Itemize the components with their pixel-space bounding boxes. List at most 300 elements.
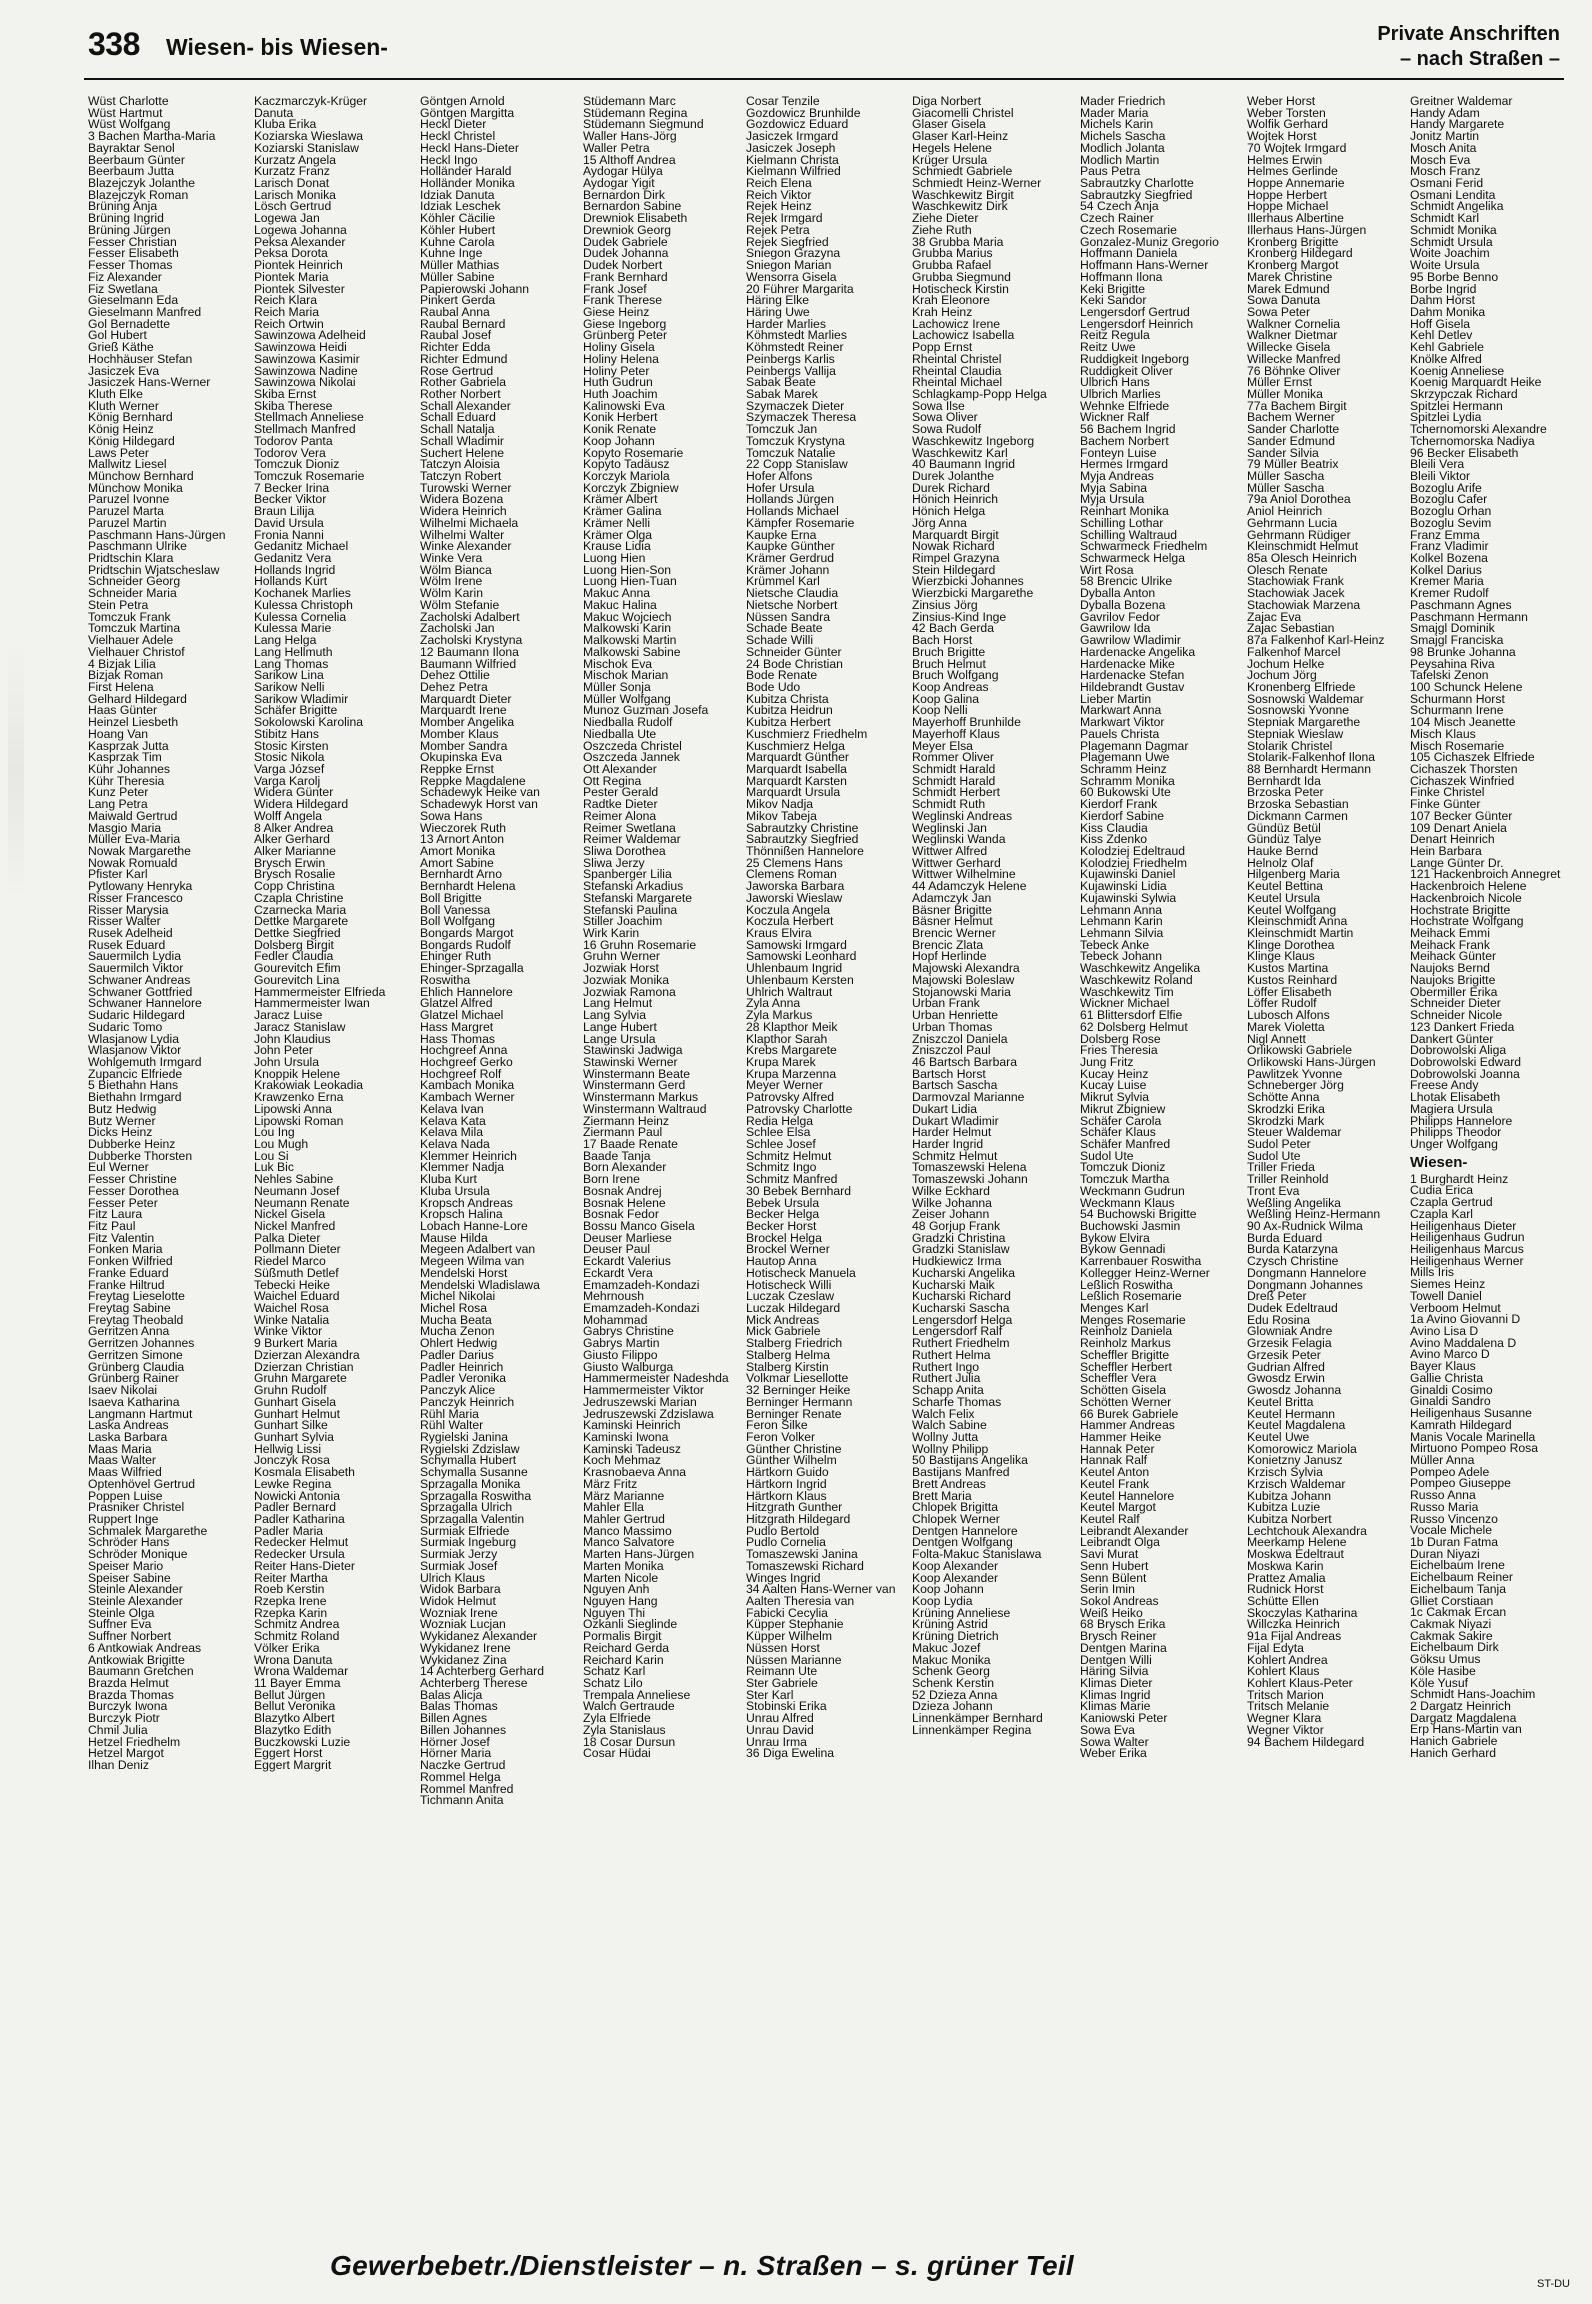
resident-entry: Majowski Alexandra xyxy=(912,961,1020,976)
resident-entry: Samowski Leonhard xyxy=(746,949,857,964)
resident-entry: Manis Vocale Marinella xyxy=(1410,1429,1536,1444)
resident-entry: Fries Theresia xyxy=(1080,1043,1158,1058)
resident-entry: Mikrut Zbigniew xyxy=(1080,1101,1166,1116)
resident-entry: Weiß Heiko xyxy=(1080,1605,1143,1620)
resident-entry: Meerkamp Helene xyxy=(1247,1535,1347,1550)
resident-entry: 6 Antkowiak Andreas xyxy=(88,1640,202,1655)
resident-entry: Czapla Gertrud xyxy=(1410,1195,1493,1210)
resident-entry: Adamczyk Jan xyxy=(912,890,992,905)
resident-entry: Weber Erika xyxy=(1080,1746,1147,1761)
resident-entry: Krzisch Sylvia xyxy=(1247,1465,1323,1480)
street-section-heading: Wiesen- xyxy=(1410,1153,1468,1171)
resident-entry: Krüning Astrid xyxy=(912,1617,988,1632)
resident-entry: Stalberg Friedrich xyxy=(746,1336,843,1351)
resident-entry: Larisch Monika xyxy=(254,187,336,202)
resident-entry: Keutel Uwe xyxy=(1247,1429,1310,1444)
resident-entry: Uhlenbaum Kersten xyxy=(746,972,854,987)
resident-entry: Härtkorn Klaus xyxy=(746,1488,827,1503)
resident-entry: 87a Falkenhof Karl-Heinz xyxy=(1247,633,1385,648)
resident-entry: Klimas Marie xyxy=(1080,1699,1151,1714)
resident-entry: Gabrys Martin xyxy=(583,1336,660,1351)
resident-entry: Wrona Danuta xyxy=(254,1652,333,1667)
resident-entry: 104 Misch Jeanette xyxy=(1410,715,1516,730)
resident-entry: Kuschmierz Friedhelm xyxy=(746,726,868,741)
resident-entry: First Helena xyxy=(88,679,154,694)
resident-entry: Göntgen Margitta xyxy=(420,105,515,120)
resident-entry: Weckmann Klaus xyxy=(1080,1195,1175,1210)
resident-entry: Hollands Michael xyxy=(746,504,839,519)
resident-entry: Russo Maria xyxy=(1410,1499,1479,1514)
resident-entry: Aydogar Yigit xyxy=(583,176,655,191)
resident-entry: Wlasjanow Lydia xyxy=(88,1031,179,1046)
resident-entry: Kolodziej Friedhelm xyxy=(1080,855,1188,870)
resident-entry: Idziak Danuta xyxy=(420,187,495,202)
resident-entry: Hoffmann Daniela xyxy=(1080,246,1178,261)
resident-entry: Hardenacke Stefan xyxy=(1080,668,1185,683)
resident-entry: Giusto Filippo xyxy=(583,1347,658,1362)
resident-entry: Völker Erika xyxy=(254,1640,320,1655)
resident-entry: Reppke Ernst xyxy=(420,761,494,776)
resident-entry: Bode Renate xyxy=(746,668,818,683)
resident-entry: Schmitz Roland xyxy=(254,1629,340,1644)
resident-entry: Göksu Umus xyxy=(1410,1652,1481,1667)
resident-entry: Krümmel Karl xyxy=(746,574,820,589)
resident-entry: Reinholz Daniela xyxy=(1080,1324,1173,1339)
resident-entry: Drewniok Georg xyxy=(583,222,672,237)
resident-entry: Myja Andreas xyxy=(1080,469,1154,483)
resident-entry: Okupinska Eva xyxy=(420,750,502,765)
resident-entry: Dahm Monika xyxy=(1410,304,1486,319)
resident-entry: Kustos Martina xyxy=(1247,961,1329,976)
resident-entry: Aniol Heinrich xyxy=(1247,504,1323,519)
resident-entry: Sabrautzky Charlotte xyxy=(1080,176,1194,191)
resident-entry: Krämer Albert xyxy=(583,492,658,507)
resident-entry: Hochgreef Anna xyxy=(420,1043,508,1058)
resident-entry: Frank Bernhard xyxy=(583,269,668,284)
resident-entry: Franz Vladimir xyxy=(1410,539,1489,554)
resident-entry: Denart Heinrich xyxy=(1410,832,1495,847)
resident-entry: Rusek Eduard xyxy=(88,937,166,952)
resident-entry: Jörg Anna xyxy=(912,515,967,530)
resident-entry: Schwarmeck Friedhelm xyxy=(1080,539,1208,554)
resident-entry: Skoczylas Katharina xyxy=(1247,1605,1358,1620)
resident-entry: Schneider Dieter xyxy=(1410,996,1501,1011)
resident-entry: Sauermilch Viktor xyxy=(88,961,184,976)
resident-entry: Lewke Regina xyxy=(254,1476,332,1491)
resident-entry: Becker Viktor xyxy=(254,492,327,507)
resident-entry: Stein Hildegard xyxy=(912,562,996,577)
resident-entry: Deuser Paul xyxy=(583,1242,651,1257)
resident-entry: Dongmann Johannes xyxy=(1247,1277,1363,1292)
street-range: Wiesen- bis Wiesen- xyxy=(166,34,388,60)
resident-entry: Klemmer Nadja xyxy=(420,1160,504,1175)
resident-entry: Hollands Ingrid xyxy=(254,562,336,577)
resident-entry: Hönich Helga xyxy=(912,504,986,519)
resident-entry: 61 Blittersdorf Elfie xyxy=(1080,1008,1183,1023)
resident-entry: Brysch Rosalie xyxy=(254,867,336,882)
resident-entry: Gelhard Hildegard xyxy=(88,691,187,706)
resident-entry: Sawinzowa Heidi xyxy=(254,340,347,355)
resident-entry: Russo Anna xyxy=(1410,1488,1476,1503)
resident-entry: Hofer Alfons xyxy=(746,469,813,483)
resident-entry: Kucharski Angelika xyxy=(912,1265,1015,1280)
resident-entry: Dentgen Wolfgang xyxy=(912,1535,1013,1550)
resident-entry: Gozdowicz Brunhilde xyxy=(746,105,861,120)
resident-entry: Gallie Christa xyxy=(1410,1370,1484,1385)
resident-entry: Handy Margarete xyxy=(1410,117,1505,132)
resident-entry: Kulessa Marie xyxy=(254,621,332,636)
resident-entry: 50 Bastijans Angelika xyxy=(912,1453,1028,1468)
resident-entry: Schmidt Monika xyxy=(1410,222,1497,237)
resident-entry: Lang Sylvia xyxy=(583,1008,647,1023)
resident-entry: Gerritzen Johannes xyxy=(88,1336,195,1351)
resident-entry: Freytag Theobald xyxy=(88,1312,184,1327)
resident-entry: Bernhardt Helena xyxy=(420,879,516,894)
resident-entry: Kuschmierz Helga xyxy=(746,738,845,753)
resident-entry: Kalinowski Eva xyxy=(583,398,665,413)
directory-column-9 xyxy=(1410,96,1572,1760)
resident-entry: Hanich Gabriele xyxy=(1410,1734,1498,1749)
resident-entry: Schenk Georg xyxy=(912,1664,990,1679)
resident-entry: Woite Ursula xyxy=(1410,258,1480,273)
resident-entry: Jozwiak Ramona xyxy=(583,984,676,999)
resident-entry: 2 Dargatz Heinrich xyxy=(1410,1699,1511,1714)
resident-entry: Eckardt Valerius xyxy=(583,1254,671,1269)
resident-entry: Raubal Anna xyxy=(420,304,490,319)
resident-entry: Cosar Hüdai xyxy=(583,1746,651,1761)
resident-entry: Born Irene xyxy=(583,1172,640,1187)
resident-entry: Kucay Luise xyxy=(1080,1078,1147,1093)
resident-entry: Reitz Regula xyxy=(1080,328,1150,343)
resident-entry: Giusto Walburga xyxy=(583,1359,674,1374)
resident-entry: Plagemann Uwe xyxy=(1080,750,1170,765)
resident-entry: Nowak Margarethe xyxy=(88,844,191,858)
resident-entry: Ilhan Deniz xyxy=(88,1758,149,1772)
resident-entry: 98 Brunke Johanna xyxy=(1410,644,1516,659)
resident-entry: Gonzalez-Muniz Gregorio xyxy=(1080,234,1219,249)
resident-entry: 9 Burkert Maria xyxy=(254,1336,338,1351)
resident-entry: 70 Wojtek Irmgard xyxy=(1247,140,1347,155)
resident-entry: Scheffler Vera xyxy=(1080,1371,1157,1386)
resident-entry: Weßling Angelika xyxy=(1247,1195,1341,1210)
resident-entry: Fesser Elisabeth xyxy=(88,246,179,261)
resident-entry: Brett Maria xyxy=(912,1488,972,1503)
resident-entry: Ozkanli Sieglinde xyxy=(583,1617,678,1632)
resident-entry: Tritsch Melanie xyxy=(1247,1699,1330,1714)
resident-entry: Roeb Kerstin xyxy=(254,1582,325,1597)
resident-entry: Hotischeck Kirstin xyxy=(912,281,1009,296)
resident-entry: Münchow Bernhard xyxy=(88,469,194,483)
resident-entry: Unrau Alfred xyxy=(746,1711,814,1726)
resident-entry: Kucay Heinz xyxy=(1080,1066,1149,1081)
resident-entry: Bosnak Andrej xyxy=(583,1183,662,1198)
resident-entry: Blazejczyk Jolanthe xyxy=(88,176,196,191)
resident-entry: Müller Eva-Maria xyxy=(88,832,181,847)
resident-entry: Günther Christine xyxy=(746,1441,842,1456)
resident-entry: Tichmann Anita xyxy=(420,1793,504,1807)
resident-entry: Todorov Panta xyxy=(254,433,333,448)
resident-entry: Trempala Anneliese xyxy=(583,1687,691,1702)
resident-entry: Ehinger Ruth xyxy=(420,949,492,964)
resident-entry: Schurmann Horst xyxy=(1410,691,1505,706)
resident-entry: Hegels Helene xyxy=(912,140,992,155)
resident-entry: 17 Baade Renate xyxy=(583,1136,678,1151)
resident-entry: Mosch Franz xyxy=(1410,164,1481,179)
resident-entry: Kulessa Cornelia xyxy=(254,609,347,624)
resident-entry: Kluth Werner xyxy=(88,398,159,413)
resident-entry: Ohlert Hedwig xyxy=(420,1336,498,1351)
resident-entry: Rose Gertrud xyxy=(420,363,494,378)
resident-entry: Holiny Peter xyxy=(583,363,650,378)
resident-entry: Mosch Anita xyxy=(1410,140,1477,155)
resident-entry: Schäfer Klaus xyxy=(1080,1125,1156,1140)
resident-entry: John Ursula xyxy=(254,1054,320,1069)
resident-entry: Widera Heinrich xyxy=(420,504,507,519)
resident-entry: Hoppe Annemarie xyxy=(1247,176,1345,191)
resident-entry: 100 Schunck Helene xyxy=(1410,679,1523,694)
resident-entry: Momber Angelika xyxy=(420,715,515,730)
resident-entry: Holiny Helena xyxy=(583,351,659,366)
resident-entry: Naczke Gertrud xyxy=(420,1758,506,1773)
resident-entry: Gedanitz Vera xyxy=(254,551,332,566)
resident-entry: Müller Sonja xyxy=(583,679,651,694)
resident-entry: Steuer Waldemar xyxy=(1247,1125,1342,1140)
resident-entry: 105 Cichaszek Elfriede xyxy=(1410,750,1535,765)
resident-entry: Wirk Karin xyxy=(583,926,640,941)
resident-entry: Spitzlei Hermann xyxy=(1410,398,1503,413)
resident-entry: Koch Mehmaz xyxy=(583,1453,661,1468)
resident-entry: Widera Hildegard xyxy=(254,797,349,812)
resident-entry: Krasnobaeva Anna xyxy=(583,1465,686,1480)
resident-entry: Gudrian Alfred xyxy=(1247,1359,1325,1374)
resident-entry: Fesser Peter xyxy=(88,1195,158,1210)
resident-entry: Marten Nicole xyxy=(583,1570,659,1585)
resident-entry: Dentgen Marina xyxy=(1080,1640,1167,1655)
resident-entry: 24 Bode Christian xyxy=(746,656,843,671)
resident-entry: 11 Bayer Emma xyxy=(254,1676,341,1691)
resident-entry: Kaniowski Peter xyxy=(1080,1711,1168,1726)
resident-entry: Stiller Joachim xyxy=(583,914,663,929)
resident-entry: Towell Daniel xyxy=(1410,1288,1482,1303)
resident-entry: Koop Johann xyxy=(583,433,655,448)
resident-entry: Chlopek Brigitta xyxy=(912,1500,999,1515)
resident-entry: Glaser Gisela xyxy=(912,117,986,132)
resident-entry: Sabrautzky Christine xyxy=(746,820,859,835)
resident-entry: Brencic Zlata xyxy=(912,937,984,952)
resident-entry: Hammermeister Iwan xyxy=(254,996,370,1011)
resident-entry: 107 Becker Günter xyxy=(1410,808,1513,823)
resident-entry: Masgio Maria xyxy=(88,820,162,835)
resident-entry: Schwaner Andreas xyxy=(88,972,191,987)
resident-entry: Krämer Nelli xyxy=(583,515,651,530)
resident-entry: 88 Bernhardt Hermann xyxy=(1247,761,1371,776)
resident-entry: Bachem Norbert xyxy=(1080,433,1169,448)
resident-entry: Weber Torsten xyxy=(1247,105,1326,120)
resident-entry: Antkowiak Brigitte xyxy=(88,1652,185,1667)
resident-entry: Gieselmann Manfred xyxy=(88,304,202,319)
resident-entry: Sarikow Lina xyxy=(254,668,324,683)
resident-entry: 76 Böhnke Oliver xyxy=(1247,363,1341,378)
resident-entry: Waschkewitz Karl xyxy=(912,445,1008,460)
resident-entry: März Fritz xyxy=(583,1476,638,1491)
resident-entry: Scheffler Brigitte xyxy=(1080,1347,1170,1362)
resident-entry: Reichard Karin xyxy=(583,1652,664,1667)
resident-entry: Willecke Gisela xyxy=(1247,340,1331,355)
resident-entry: Hildebrandt Gustav xyxy=(1080,679,1185,694)
resident-entry: Cakmak Sakire xyxy=(1410,1628,1493,1643)
resident-entry: Wittwer Alfred xyxy=(912,844,988,858)
resident-entry: Megeen Adalbert van xyxy=(420,1242,536,1257)
resident-entry: 94 Bachem Hildegard xyxy=(1247,1734,1365,1749)
resident-entry: Reppke Magdalene xyxy=(420,773,526,788)
resident-entry: Markwart Anna xyxy=(1080,703,1162,718)
resident-entry: Keutel Ralf xyxy=(1080,1511,1140,1526)
resident-entry: Idziak Leschek xyxy=(420,199,501,214)
resident-entry: Kaminski Tadeusz xyxy=(583,1441,681,1456)
resident-entry: 38 Grubba Maria xyxy=(912,234,1004,249)
resident-entry: Wieczorek Ruth xyxy=(420,820,507,835)
resident-entry: 68 Brysch Erika xyxy=(1080,1617,1166,1632)
resident-entry: Zupancic Elfriede xyxy=(88,1066,183,1081)
directory-column-4 xyxy=(583,96,740,1760)
resident-entry: Schramm Heinz xyxy=(1080,761,1167,776)
resident-entry: Osmani Ferid xyxy=(1410,176,1484,191)
resident-entry: Lou Mugh xyxy=(254,1136,309,1151)
resident-entry: Bastijans Manfred xyxy=(912,1465,1010,1480)
resident-entry: Waschkewitz Dirk xyxy=(912,199,1008,214)
resident-entry: Hönich Heinrich xyxy=(912,492,999,507)
resident-entry: Ziehe Ruth xyxy=(912,222,972,237)
resident-entry: Ulrich Klaus xyxy=(420,1570,486,1585)
resident-entry: Lange Günter Dr. xyxy=(1410,855,1504,870)
resident-entry: Winges Ingrid xyxy=(746,1570,821,1585)
resident-entry: Weglinski Andreas xyxy=(912,808,1013,823)
resident-entry: 42 Bach Gerda xyxy=(912,621,994,636)
resident-entry: Sawinzowa Kasimir xyxy=(254,351,360,366)
resident-entry: Mahler Ella xyxy=(583,1500,644,1515)
resident-entry: Jasiczek Hans-Werner xyxy=(88,375,211,390)
resident-entry: Menges Rosemarie xyxy=(1080,1312,1186,1327)
resident-entry: Paruzel Marta xyxy=(88,504,164,519)
resident-entry: Pawlitzek Yvonne xyxy=(1247,1066,1343,1081)
resident-entry: Sawinzowa Nadine xyxy=(254,363,358,378)
resident-entry: Blazytko Edith xyxy=(254,1722,332,1737)
resident-entry: Sniegon Grazyna xyxy=(746,246,841,261)
resident-entry: 1b Duran Fatma xyxy=(1410,1534,1499,1549)
resident-entry: Naujoks Bernd xyxy=(1410,961,1490,976)
resident-entry: Rühl Maria xyxy=(420,1406,479,1421)
resident-entry: Schneider Günter xyxy=(746,644,842,659)
resident-entry: Kucharski Maik xyxy=(912,1277,995,1292)
resident-entry: Kucharski Sascha xyxy=(912,1301,1010,1316)
resident-entry: Waschkewitz Tim xyxy=(1080,984,1174,999)
resident-entry: 28 Klapthor Meik xyxy=(746,1019,838,1034)
resident-entry: Jung Fritz xyxy=(1080,1054,1134,1069)
resident-entry: Pinkert Gerda xyxy=(420,293,496,308)
resident-entry: Reich Ortwin xyxy=(254,316,324,331)
resident-entry: Wickner Michael xyxy=(1080,996,1170,1011)
resident-entry: Kluba Kurt xyxy=(420,1172,477,1187)
resident-entry: Maiwald Gertrud xyxy=(88,808,178,823)
resident-entry: Burda Katarzyna xyxy=(1247,1242,1338,1257)
resident-entry: Schneider Georg xyxy=(88,574,181,589)
resident-entry: Stellmach Anneliese xyxy=(254,410,364,425)
resident-entry: Stüdemann Regina xyxy=(583,105,688,120)
resident-entry: Greitner Waldemar xyxy=(1410,96,1513,108)
resident-entry: Schneider Nicole xyxy=(1410,1008,1503,1023)
resident-entry: Schade Beate xyxy=(746,621,823,636)
resident-entry: Zacholski Jan xyxy=(420,621,495,636)
resident-entry: Wilke Eckhard xyxy=(912,1183,990,1198)
resident-entry: Senn Hubert xyxy=(1080,1558,1149,1573)
resident-entry: Marquardt Günther xyxy=(746,750,849,765)
resident-entry: Varga Karolj xyxy=(254,773,321,788)
resident-entry: Mikov Tabeja xyxy=(746,808,817,823)
resident-entry: Neumann Josef xyxy=(254,1183,340,1198)
resident-entry: Stüdemann Marc xyxy=(583,96,676,108)
resident-entry: Krah Eleonore xyxy=(912,293,990,308)
resident-entry: Kelava Nada xyxy=(420,1136,490,1151)
resident-entry: 121 Hackenbroich Annegret xyxy=(1410,867,1561,882)
resident-entry: Brüning Anja xyxy=(88,199,158,214)
resident-entry: Kronberg Margot xyxy=(1247,258,1339,273)
header-rule xyxy=(84,78,1564,80)
resident-entry: Czech Rosemarie xyxy=(1080,222,1177,237)
resident-entry: Alker Marianne xyxy=(254,844,336,858)
resident-entry: Willecke Manfred xyxy=(1247,351,1341,366)
resident-entry: Eggert Margrit xyxy=(254,1758,332,1772)
resident-entry: Niedballa Ute xyxy=(583,726,657,741)
resident-entry: Sowa Ilse xyxy=(912,398,965,413)
resident-entry: Suffner Norbert xyxy=(88,1629,172,1644)
resident-entry: Gunhart Helmut xyxy=(254,1406,341,1421)
resident-entry: Szymaczek Theresa xyxy=(746,410,857,425)
resident-entry: Heiligenhaus Werner xyxy=(1410,1253,1524,1268)
resident-entry: Koziarska Wieslawa xyxy=(254,129,364,144)
resident-entry: Wykidanez Alexander xyxy=(420,1629,538,1644)
resident-entry: Kuhne Carola xyxy=(420,234,495,249)
resident-entry: Malkowski Karin xyxy=(583,621,672,636)
resident-entry: Kronberg Brigitte xyxy=(1247,234,1339,249)
resident-entry: Härtkorn Guido xyxy=(746,1465,829,1480)
resident-entry: Wölm Bianca xyxy=(420,562,492,577)
resident-entry: Schneider Maria xyxy=(88,586,177,601)
resident-entry: Walkner Dietmar xyxy=(1247,328,1338,343)
resident-entry: Prasniker Christel xyxy=(88,1500,185,1515)
resident-entry: Sudaric Tomo xyxy=(88,1019,163,1034)
resident-entry: Krupa Marek xyxy=(746,1054,816,1069)
resident-entry: Blazejczyk Roman xyxy=(88,187,189,202)
resident-entry: Finke Christel xyxy=(1410,785,1485,800)
resident-entry: Koczula Angela xyxy=(746,902,831,917)
resident-entry: Schneberger Jörg xyxy=(1247,1078,1344,1093)
resident-entry: Hellwig Lissi xyxy=(254,1441,322,1456)
resident-entry: Smajgl Dominik xyxy=(1410,621,1495,636)
resident-entry: Hotischeck Manuela xyxy=(746,1265,856,1280)
resident-entry: Schadewyk Horst van xyxy=(420,797,538,812)
resident-entry: Laska Andreas xyxy=(88,1418,169,1433)
resident-entry: Rzepka Karin xyxy=(254,1605,328,1620)
resident-entry: Alker Gerhard xyxy=(254,832,330,847)
resident-entry: Baumann Wilfried xyxy=(420,656,517,671)
directory-column-5 xyxy=(746,96,904,1760)
resident-entry: Paschmann Hans-Jürgen xyxy=(88,527,226,542)
resident-entry: Kronenberg Elfriede xyxy=(1247,679,1356,694)
resident-entry: Rudnick Horst xyxy=(1247,1582,1324,1597)
resident-entry: Kaczmarczyk-Krüger xyxy=(254,96,368,108)
resident-entry: Tront Eva xyxy=(1247,1183,1300,1198)
resident-entry: Hammermeister Nadeshda xyxy=(583,1371,729,1386)
